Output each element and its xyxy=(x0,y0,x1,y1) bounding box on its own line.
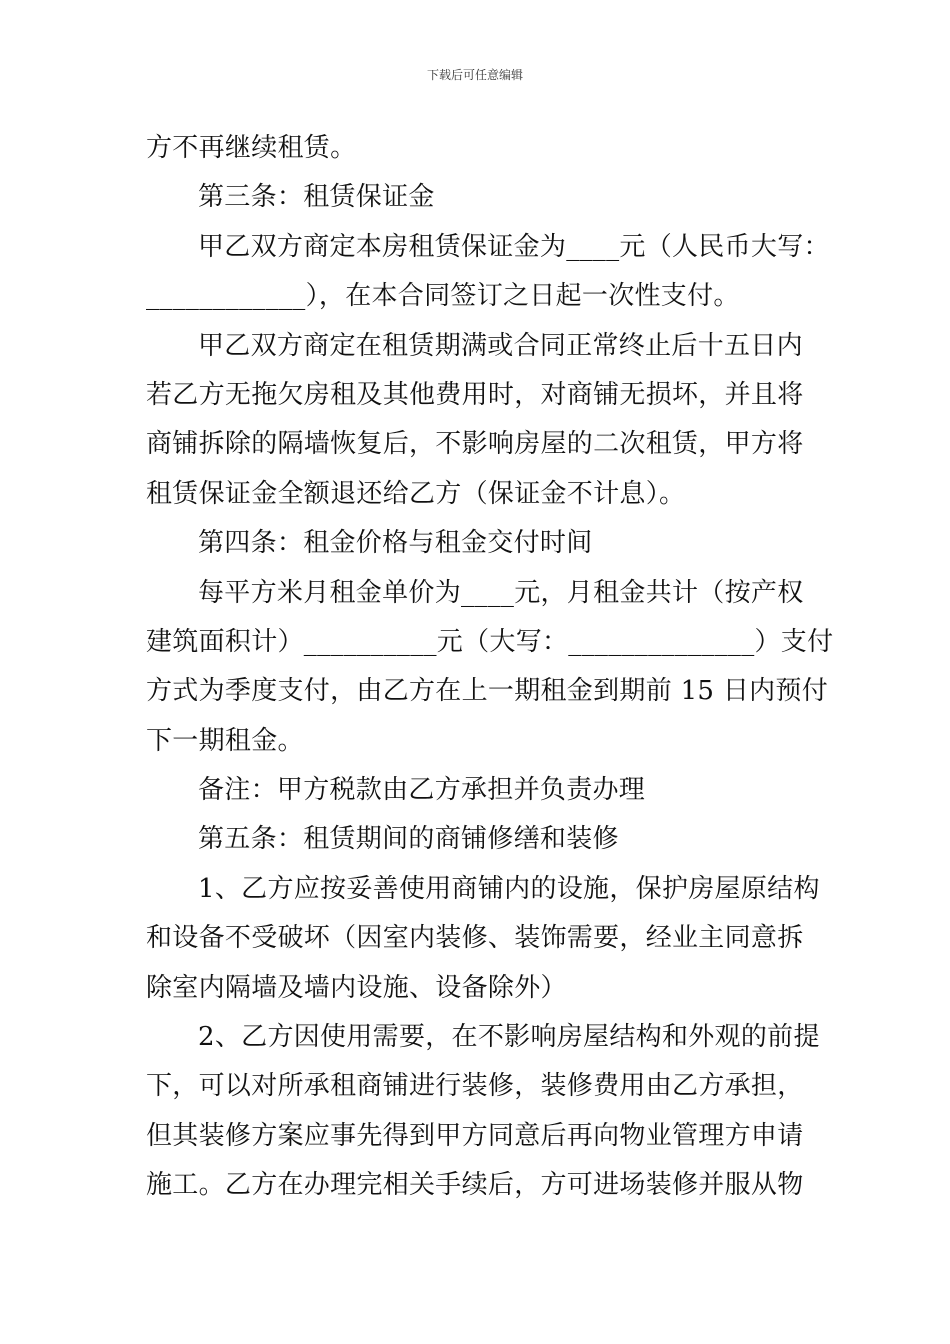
article-heading: 第五条：租赁期间的商铺修缮和装修 xyxy=(198,824,619,855)
text-line: 方不再继续租赁。 xyxy=(146,133,357,163)
text-line: 建筑面积计）__________元（大写：______________）支付 xyxy=(146,626,834,657)
article-heading: 第四条：租金价格与租金交付时间 xyxy=(198,528,593,559)
text-line: 若乙方无拖欠房租及其他费用时，对商铺无损坏，并且将 xyxy=(146,379,804,410)
text-line: 2、乙方因使用需要，在不影响房屋结构和外观的前提 xyxy=(198,1022,820,1053)
text-line: 商铺拆除的隔墙恢复后，不影响房屋的二次租赁，甲方将 xyxy=(146,429,804,460)
text-line: 租赁保证金全额退还给乙方（保证金不计息）。 xyxy=(146,478,686,509)
text-line: 但其装修方案应事先得到甲方同意后再向物业管理方申请 xyxy=(146,1120,804,1151)
text-line: 下，可以对所承租商铺进行装修，装修费用由乙方承担， xyxy=(146,1071,804,1102)
text-line: 甲乙双方商定在租赁期满或合同正常终止后十五日内 xyxy=(198,330,803,361)
text-line: 除室内隔墙及墙内设施、设备除外） xyxy=(146,972,567,1003)
text-line: 甲乙双方商定本房租赁保证金为____元（人民币大写： xyxy=(198,231,830,262)
text-line: 施工。乙方在办理完相关手续后，方可进场装修并服从物 xyxy=(146,1170,804,1201)
text-line: 1、乙方应按妥善使用商铺内的设施，保护房屋原结构 xyxy=(198,873,820,904)
text-line: ____________），在本合同签订之日起一次性支付。 xyxy=(146,281,740,312)
text-line: 方式为季度支付，由乙方在上一期租金到期前 15 日内预付 xyxy=(146,676,829,707)
document-body xyxy=(146,124,834,1211)
article-heading: 第三条：租赁保证金 xyxy=(198,182,435,213)
text-line: 每平方米月租金单价为____元，月租金共计（按产权 xyxy=(198,577,804,608)
note-line: 备注：甲方税款由乙方承担并负责办理 xyxy=(198,775,646,806)
text-line: 和设备不受破坏（因室内装修、装饰需要，经业主同意拆 xyxy=(146,923,804,954)
text-line: 下一期租金。 xyxy=(146,725,304,756)
page-header: 下载后可任意编辑 xyxy=(426,68,523,82)
